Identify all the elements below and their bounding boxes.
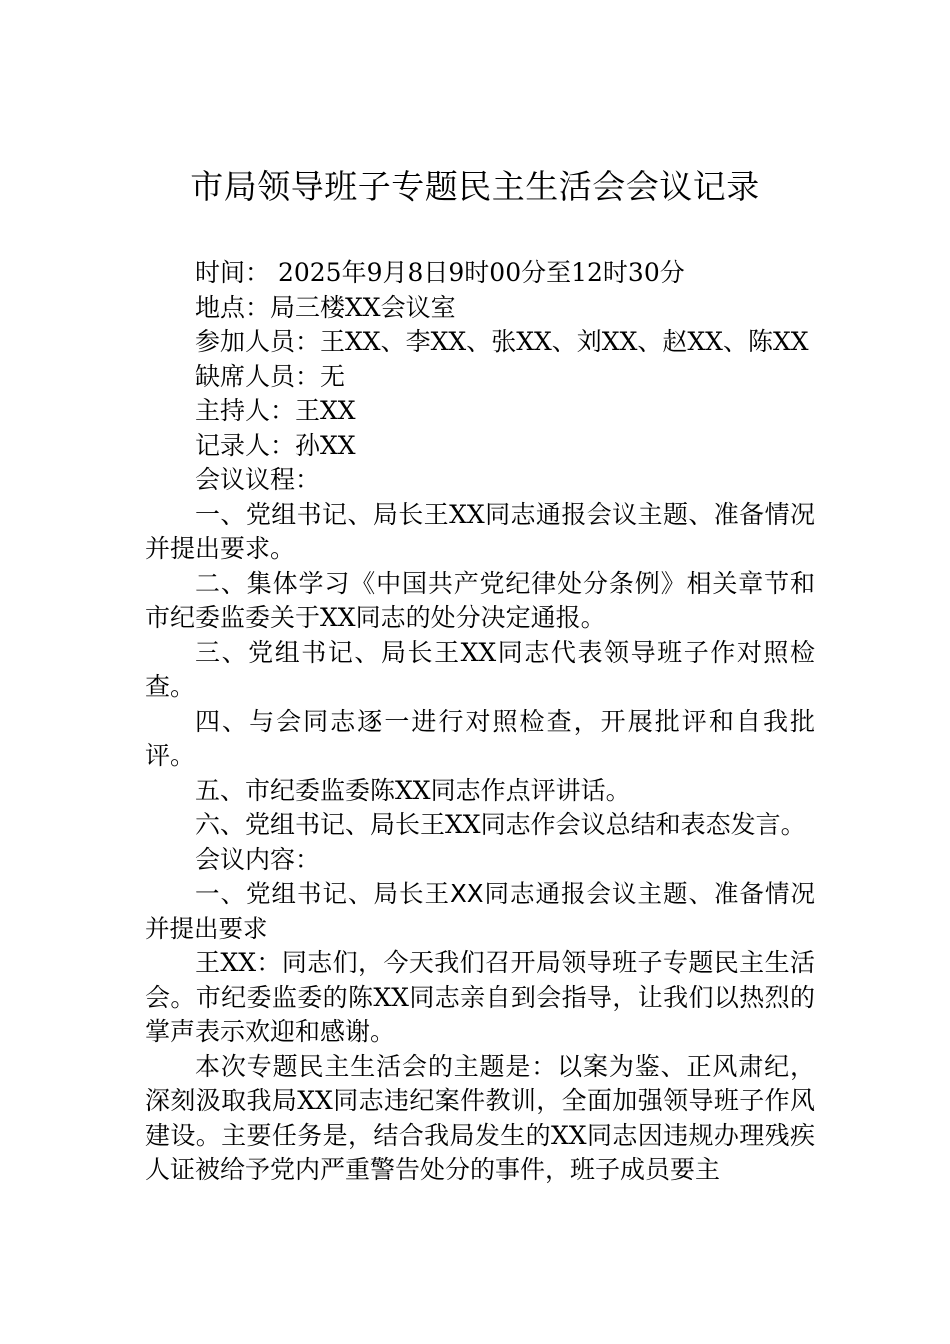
meeting-place: 地点：局三楼XX会议室 — [195, 292, 456, 322]
agenda-item: 二、集体学习《中国共产党纪律处分条例》相关章节和市纪委监委关于XX同志的处分决定通报。 — [145, 568, 815, 632]
body-paragraph: 本次专题民主生活会的主题是：以案为鉴、正风肃纪，深刻汲取我局XX同志违纪案件教训，全面加强领导班子作风建设。主要任务是，结合我局发生的XX同志因违规办理残疾人证被给予党内严重警告处分的事件，班子成员要主 — [145, 1051, 815, 1184]
meeting-time: 时间： 2025年9月8日9时00分至12时30分 — [195, 258, 685, 287]
agenda-item: 一、党组书记、局长王XX同志通报会议主题、准备情况并提出要求。 — [145, 499, 815, 563]
agenda-item: 四、与会同志逐一进行对照检查，开展批评和自我批评。 — [145, 706, 815, 770]
meeting-absent: 缺席人员：无 — [195, 361, 346, 391]
document-body — [145, 256, 815, 1188]
agenda-heading: 会议议程： — [195, 465, 321, 494]
body-paragraph: 王XX：同志们，今天我们召开局领导班子专题民主生活会。市纪委监委的陈XX同志亲自到会指导，让我们以热烈的掌声表示欢迎和感谢。 — [145, 948, 815, 1046]
agenda-item: 三、党组书记、局长王XX同志代表领导班子作对照检查。 — [145, 637, 815, 701]
content-heading: 会议内容： — [195, 844, 321, 874]
meeting-attendees: 参加人员：王XX、李XX、张XX、刘XX、赵XX、陈XX — [195, 327, 809, 356]
document-title: 市局领导班子专题民主生活会会议记录 — [190, 167, 760, 206]
meeting-host: 主持人：王XX — [195, 396, 356, 425]
section-heading: 一、党组书记、局长王XX同志通报会议主题、准备情况并提出要求 — [145, 879, 815, 943]
agenda-item: 五、市纪委监委陈XX同志作点评讲话。 — [195, 775, 631, 805]
agenda-item: 六、党组书记、局长王XX同志作会议总结和表态发言。 — [195, 810, 806, 839]
meeting-recorder: 记录人：孙XX — [195, 430, 356, 460]
